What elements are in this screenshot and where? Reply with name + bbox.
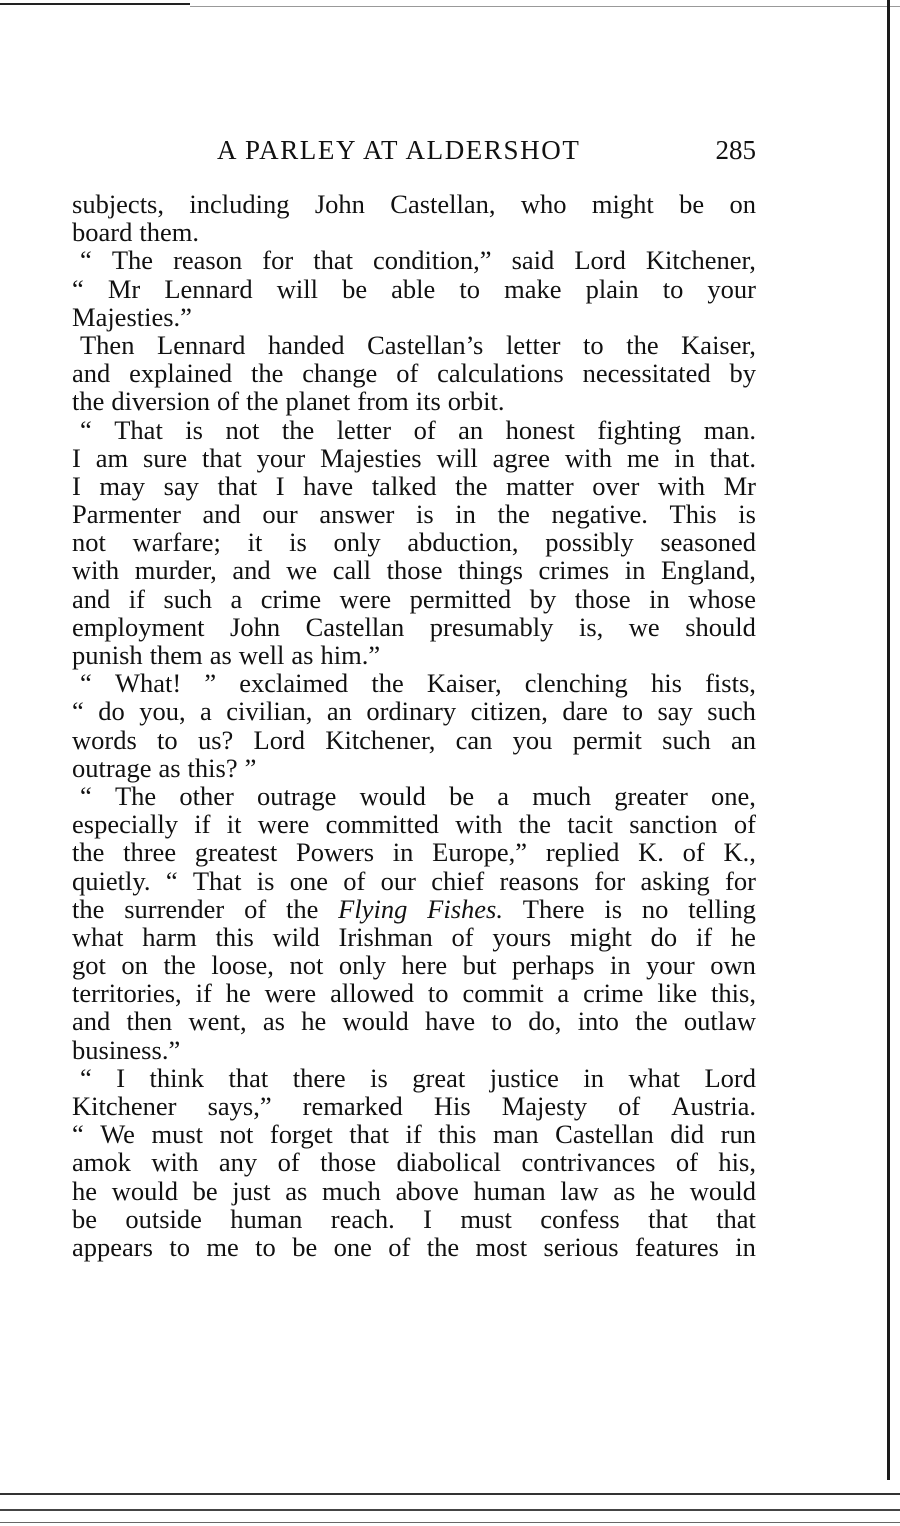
text-line: punish them as well as him.”	[72, 640, 381, 670]
text-line: the three greatest Powers in Europe,” replied K. of K.,	[72, 837, 756, 868]
text-line: not warfare; it is only abduction, possibly seasoned	[72, 527, 756, 558]
text-line: I may say that I have talked the matter over with Mr	[72, 470, 756, 501]
text-line: “ What! ” exclaimed the Kaiser, clenching his fists,	[80, 668, 756, 699]
text-line: he would be just as much above human law as he would	[72, 1175, 756, 1206]
scan-edge-top-faint	[190, 6, 900, 7]
text-line: I am sure that your Majesties will agree with me in that.	[72, 442, 756, 473]
text-line: with murder, and we call those things crimes in England,	[72, 555, 756, 586]
running-head	[72, 132, 760, 172]
scan-edge-right	[887, 0, 890, 1480]
text-line: “ The other outrage would be a much greater one,	[80, 780, 756, 811]
text-line: Kitchener says,” remarked His Majesty of Austria.	[72, 1091, 756, 1121]
text-line: quietly. “ That is one of our chief reasons for asking for	[72, 865, 756, 896]
text-line: subjects, including John Castellan, who might be on	[72, 189, 756, 219]
text-line: “ I think that there is great justice in what Lord	[80, 1062, 756, 1093]
text-line: “ Mr Lennard will be able to make plain to your	[72, 273, 756, 304]
text-line: “ We must not forget that if this man Castellan did run	[72, 1119, 756, 1150]
text-line: board them.	[72, 217, 199, 248]
text-line: the surrender of the Flying Fishes. There is no telling	[72, 893, 756, 924]
running-title: A PARLEY AT ALDERSHOT	[217, 135, 581, 165]
text-line: the diversion of the planet from its orbit.	[72, 386, 505, 417]
text-line: Parmenter and our answer is in the negative. This is	[72, 499, 756, 530]
text-line: amok with any of those diabolical contrivances of his,	[72, 1147, 756, 1178]
text-line: what harm this wild Irishman of yours might do if he	[72, 921, 756, 952]
text-line: especially if it were committed with the tacit sanction of	[72, 809, 756, 840]
text-line: Majesties.”	[72, 301, 192, 332]
text-line: employment John Castellan presumably is, we should	[72, 611, 756, 642]
scan-edge-bottom	[0, 1493, 900, 1495]
text-line: be outside human reach. I must confess that that	[72, 1203, 756, 1234]
text-line: words to us? Lord Kitchener, can you permit such an	[72, 724, 756, 755]
scan-edge-bottom-secondary	[0, 1509, 900, 1511]
text-line: “ do you, a civilian, an ordinary citizen, dare to say such	[72, 696, 756, 727]
text-line: Then Lennard handed Castellan’s letter to the Kaiser,	[80, 329, 756, 360]
text-line: appears to me to be one of the most serious features in	[72, 1231, 756, 1262]
scan-edge-bottom-tertiary	[0, 1522, 900, 1523]
text-line: “ That is not the letter of an honest fighting man.	[80, 414, 756, 445]
body-text	[72, 190, 756, 1261]
text-line: “ The reason for that condition,” said Lord Kitchener,	[80, 245, 756, 276]
text-line: outrage as this? ”	[72, 752, 257, 783]
text-line: and then went, as he would have to do, into the outlaw	[72, 1006, 756, 1037]
text-line: and explained the change of calculations necessitated by	[72, 358, 756, 389]
text-line: and if such a crime were permitted by those in whose	[72, 583, 756, 614]
text-line: got on the loose, not only here but perhaps in your own	[72, 950, 756, 981]
page-number: 285	[715, 135, 756, 165]
text-line: business.”	[72, 1034, 181, 1065]
scan-edge-top	[0, 3, 190, 5]
text-line: territories, if he were allowed to commit a crime like this,	[72, 978, 756, 1009]
